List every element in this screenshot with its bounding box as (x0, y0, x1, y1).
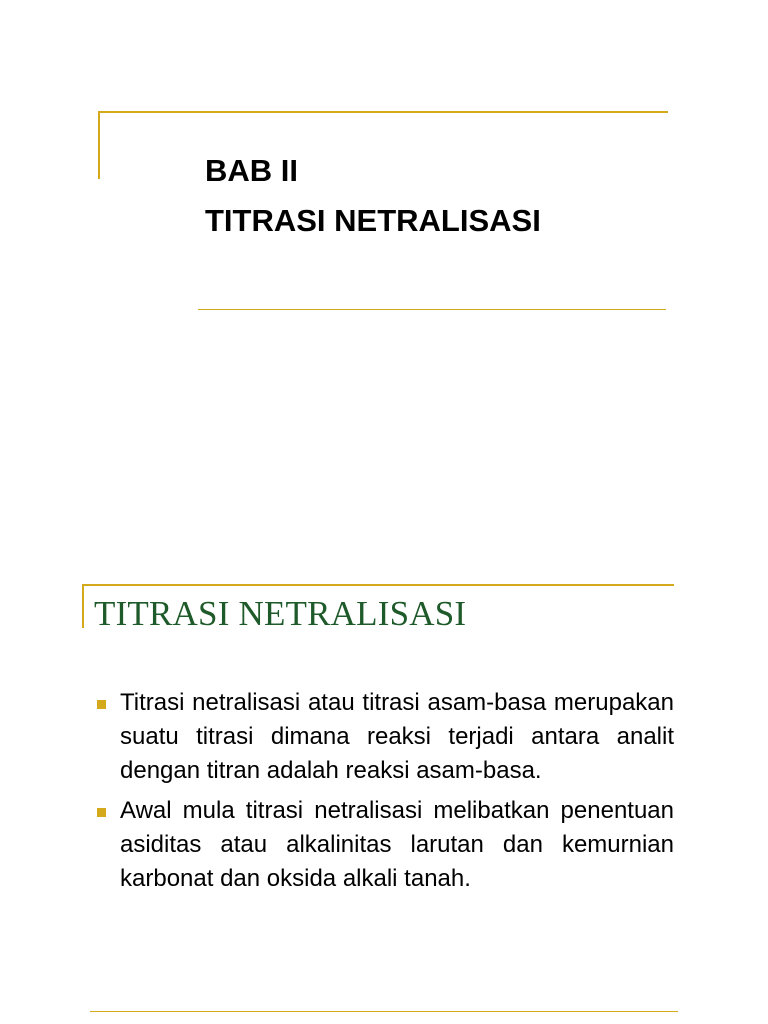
bullet-list (94, 686, 674, 902)
slide2-top-rule (82, 584, 674, 586)
slide-heading: TITRASI NETRALISASI (94, 594, 467, 633)
bullet-text: Awal mula titrasi netralisasi melibatkan penentuan asiditas atau alkalinitas larutan dan kemurnian karbonat dan oksida alkali tanah. (120, 797, 674, 892)
bullet-text: Titrasi netralisasi atau titrasi asam-basa merupakan suatu titrasi dimana reaksi terjadi antara analit dengan titran adalah reaksi asam-basa. (120, 689, 674, 784)
list-item (94, 686, 674, 788)
slide1-bottom-rule (198, 309, 666, 310)
chapter-title (205, 146, 541, 246)
slide2-bottom-rule (90, 1011, 678, 1012)
slide1-left-rule (98, 111, 100, 179)
chapter-number: BAB II (205, 153, 298, 188)
list-item (94, 794, 674, 896)
chapter-name: TITRASI NETRALISASI (205, 203, 541, 238)
slide2-left-rule (82, 584, 84, 628)
slide1-top-rule (98, 111, 668, 113)
square-bullet-icon (97, 808, 106, 817)
square-bullet-icon (97, 700, 106, 709)
